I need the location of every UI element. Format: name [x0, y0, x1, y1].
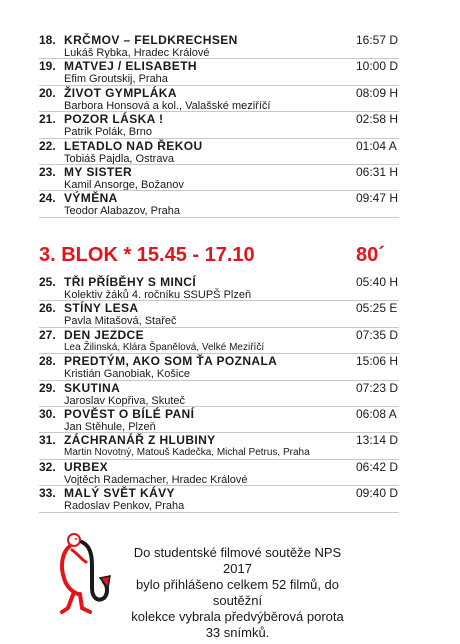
film-title: POZOR LÁSKA !	[64, 112, 164, 127]
entry-number: 18.	[39, 33, 56, 47]
film-duration: 06:42 D	[356, 459, 399, 474]
film-author: Tobiáš Pajdla, Ostrava	[64, 152, 175, 165]
program-entry	[0, 408, 460, 434]
program-entry	[0, 487, 460, 513]
film-duration: 15:06 H	[356, 354, 399, 369]
entry-number: 20.	[39, 85, 56, 100]
footer-note-line: Do studentské filmové soutěže NPS 2017	[133, 545, 342, 576]
film-author: Patrik Polák, Brno	[64, 126, 153, 139]
entry-number: 24.	[39, 191, 56, 206]
entry-number: 31.	[39, 433, 56, 448]
film-author: Kristián Ganobiak, Košice	[64, 368, 190, 381]
film-duration: 13:14 D	[356, 433, 399, 448]
film-title: MATVEJ / ELISABETH	[64, 59, 197, 74]
program-entry	[0, 461, 460, 487]
film-title: LETADLO NAD ŘEKOU	[64, 138, 203, 153]
program-entry	[0, 302, 460, 328]
film-duration: 01:04 A	[356, 138, 397, 153]
film-title: ŽIVOT GYMPLÁKA	[64, 85, 177, 100]
entry-number: 28.	[39, 354, 56, 369]
entry-number: 33.	[39, 486, 56, 501]
film-title: KRČMOV – FELDKRECHSEN	[64, 33, 238, 47]
program-entry	[0, 87, 460, 113]
film-duration: 06:08 A	[356, 406, 397, 421]
program-entry	[0, 140, 460, 166]
film-author: Teodor Alabazov, Praha	[64, 205, 180, 218]
film-duration: 05:40 H	[356, 275, 399, 289]
program-entry	[0, 276, 460, 302]
film-author: Lukáš Rybka, Hradec Králové	[64, 47, 210, 59]
program-entry	[0, 382, 460, 408]
film-title: TŘI PŘÍBĚHY S MINCÍ	[64, 275, 197, 289]
footer-note-line: 33 snímků.	[205, 625, 270, 640]
entry-number: 26.	[39, 301, 56, 316]
entry-number: 21.	[39, 112, 56, 127]
program-entry	[0, 355, 460, 381]
film-title: MY SISTER	[64, 164, 133, 179]
program-entry	[0, 60, 460, 86]
entry-number: 30.	[39, 406, 56, 421]
film-author: Pavla Mitašová, Stařeč	[64, 315, 177, 328]
film-author: Kamil Ansorge, Božanov	[64, 178, 184, 191]
film-duration: 08:09 H	[356, 85, 399, 100]
program-entry	[0, 34, 460, 60]
saxophone-player-icon	[52, 532, 122, 616]
film-duration: 07:35 D	[356, 327, 399, 342]
program-entry	[0, 166, 460, 192]
film-title: POVĚST O BÍLÉ PANÍ	[64, 406, 195, 421]
film-duration: 02:58 H	[356, 112, 399, 127]
entry-number: 22.	[39, 138, 56, 153]
footer-note	[125, 545, 350, 641]
film-author: Radoslav Penkov, Praha	[64, 500, 185, 513]
block-3-program-list	[0, 276, 460, 514]
row-divider	[39, 217, 399, 218]
program-entry	[0, 192, 460, 218]
entry-number: 25.	[39, 275, 56, 289]
block-3-heading	[39, 243, 399, 267]
block-3-minutes: 80´	[356, 244, 385, 266]
film-author: Jan Stěhule, Plzeň	[64, 420, 156, 433]
film-duration: 10:00 D	[356, 59, 399, 74]
footer-note-line: bylo přihlášeno celkem 52 filmů, do soutěžní	[135, 577, 340, 608]
film-title: MALÝ SVĚT KÁVY	[64, 486, 175, 501]
entry-number: 29.	[39, 380, 56, 395]
film-author: Vojtěch Rademacher, Hradec Králové	[64, 473, 248, 486]
film-title: PREDTÝM, AKO SOM ŤA POZNALA	[64, 354, 278, 369]
block-3-title: 3. BLOK * 15.45 - 17.10	[39, 244, 255, 266]
film-title: DEN JEZDCE	[64, 327, 145, 342]
row-divider	[39, 512, 399, 513]
film-author: Martin Novotný, Matouš Kadečka, Michal Petrus, Praha	[64, 447, 310, 459]
film-duration: 16:57 D	[356, 33, 399, 47]
footer-note-line: kolekce vybrala předvýběrová porota	[131, 609, 344, 624]
program-entry	[0, 113, 460, 139]
entry-number: 32.	[39, 459, 56, 474]
film-duration: 07:23 D	[356, 380, 399, 395]
film-author: Kolektiv žáků 4. ročníku SSUPŠ Plzeň	[64, 289, 252, 301]
program-entry	[0, 434, 460, 460]
film-title: ZÁCHRANÁŘ Z HLUBINY	[64, 433, 216, 448]
film-author: Lea Žilinská, Klára Španělová, Velké Meziříčí	[64, 341, 265, 353]
film-title: URBEX	[64, 459, 109, 474]
program-entry	[0, 329, 460, 355]
film-author: Jaroslav Kopřiva, Skuteč	[64, 394, 186, 407]
film-title: SKUTINA	[64, 380, 121, 395]
block-2-program-list	[0, 34, 460, 219]
film-duration: 05:25 E	[356, 301, 398, 316]
entry-number: 19.	[39, 59, 56, 74]
entry-number: 27.	[39, 327, 56, 342]
entry-number: 23.	[39, 164, 56, 179]
film-duration: 09:47 H	[356, 191, 399, 206]
film-title: STÍNY LESA	[64, 301, 139, 316]
film-duration: 09:40 D	[356, 486, 399, 501]
film-author: Barbora Honsová a kol., Valašské meziříčí	[64, 99, 271, 112]
film-author: Efim Groutskij, Praha	[64, 73, 168, 86]
film-duration: 06:31 H	[356, 164, 399, 179]
film-title: VÝMĚNA	[64, 191, 118, 206]
